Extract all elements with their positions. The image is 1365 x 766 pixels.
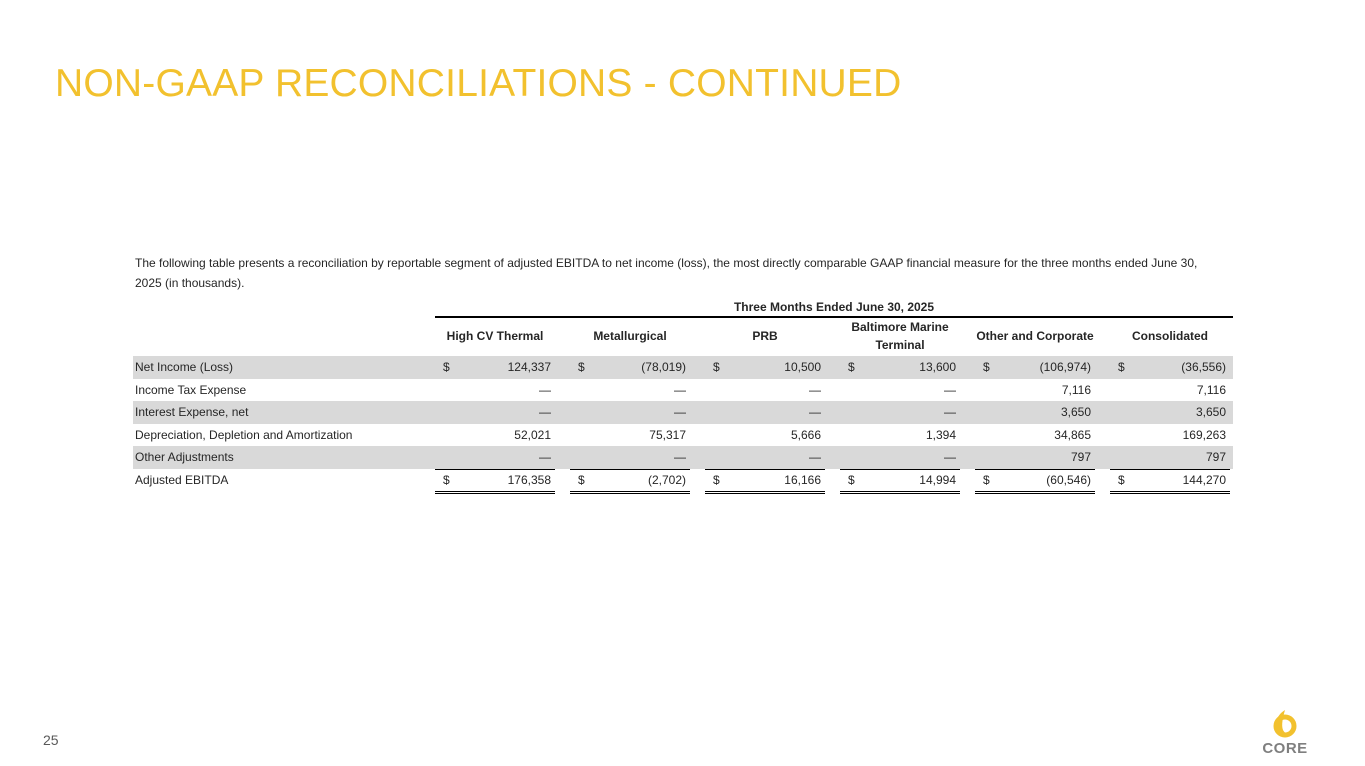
cell-value: (36,556)	[1181, 360, 1226, 374]
period-header: Three Months Ended June 30, 2025	[435, 298, 1233, 318]
table-cell	[570, 446, 690, 469]
table-row	[133, 356, 1233, 379]
table-cell	[570, 379, 690, 402]
currency-symbol: $	[578, 360, 585, 374]
table-cell	[975, 379, 1095, 402]
table-cell	[840, 356, 960, 379]
table-cell	[705, 446, 825, 469]
cell-value: —	[674, 450, 686, 464]
cell-value: 13,600	[919, 360, 956, 374]
table-cell	[1110, 356, 1230, 379]
cell-value: —	[539, 450, 551, 464]
currency-symbol: $	[713, 360, 720, 374]
table-cell	[570, 469, 690, 494]
cell-value: 14,994	[919, 472, 956, 487]
table-cell	[435, 401, 555, 424]
cell-value: —	[944, 450, 956, 464]
cell-value: 75,317	[649, 427, 686, 442]
table-row	[133, 446, 1233, 469]
cell-value: 10,500	[784, 360, 821, 374]
page-title: NON-GAAP RECONCILIATIONS - CONTINUED	[55, 62, 902, 105]
cell-value: 7,116	[1196, 382, 1226, 397]
table-row	[133, 469, 1233, 492]
row-label: Income Tax Expense	[135, 382, 247, 397]
table-cell	[435, 356, 555, 379]
column-header: Baltimore Marine Terminal	[851, 320, 949, 352]
row-label: Other Adjustments	[135, 450, 234, 464]
cell-value: 5,666	[790, 427, 821, 442]
table-cell	[1110, 469, 1230, 494]
table-cell	[1110, 446, 1230, 469]
cell-value: (60,546)	[1046, 472, 1091, 487]
cell-value: 7,116	[1061, 382, 1091, 397]
cell-value: 34,865	[1054, 427, 1091, 442]
currency-symbol: $	[848, 472, 855, 487]
table-cell	[435, 469, 555, 494]
table-cell	[570, 401, 690, 424]
currency-symbol: $	[713, 472, 720, 487]
cell-value: 1,394	[925, 427, 956, 442]
cell-value: 16,166	[784, 472, 821, 487]
column-header: PRB	[752, 329, 778, 343]
cell-value: 144,270	[1182, 472, 1226, 487]
column-header: High CV Thermal	[446, 329, 544, 343]
cell-value: —	[809, 450, 821, 464]
table-cell	[975, 469, 1095, 494]
table-cell	[435, 379, 555, 402]
cell-value: 176,358	[507, 472, 551, 487]
cell-value: —	[539, 405, 551, 419]
column-header: Consolidated	[1131, 329, 1208, 343]
table-cell	[705, 401, 825, 424]
cell-value: 797	[1205, 450, 1226, 464]
cell-value: (2,702)	[647, 472, 686, 487]
core-logo-text: CORE	[1262, 740, 1308, 757]
table-cell	[1110, 424, 1230, 447]
currency-symbol: $	[443, 360, 450, 374]
cell-value: 3,650	[1195, 405, 1226, 419]
currency-symbol: $	[983, 360, 990, 374]
cell-value: —	[809, 382, 821, 397]
column-header: Other and Corporate	[976, 329, 1094, 343]
row-label: Interest Expense, net	[135, 405, 249, 419]
cell-value: —	[944, 382, 956, 397]
cell-value: —	[539, 382, 551, 397]
table-cell	[840, 424, 960, 447]
table-row	[133, 401, 1233, 424]
table-cell	[840, 401, 960, 424]
cell-value: —	[674, 382, 686, 397]
cell-value: (106,974)	[1039, 360, 1091, 374]
currency-symbol: $	[983, 472, 990, 487]
cell-value: 52,021	[514, 427, 551, 442]
table-cell	[975, 424, 1095, 447]
cell-value: 797	[1070, 450, 1091, 464]
table-cell	[705, 424, 825, 447]
column-header: Metallurgical	[593, 329, 667, 343]
cell-value: (78,019)	[641, 360, 686, 374]
table-cell	[1110, 379, 1230, 402]
row-label: Adjusted EBITDA	[135, 472, 229, 487]
table-cell	[975, 356, 1095, 379]
currency-symbol: $	[578, 472, 585, 487]
currency-symbol: $	[848, 360, 855, 374]
table-body	[133, 356, 1233, 491]
table-cell	[975, 401, 1095, 424]
table-cell	[705, 356, 825, 379]
table-cell	[840, 469, 960, 494]
currency-symbol: $	[1118, 472, 1125, 487]
cell-value: —	[809, 405, 821, 419]
currency-symbol: $	[1118, 360, 1125, 374]
row-label: Net Income (Loss)	[135, 360, 234, 374]
cell-value: —	[944, 405, 956, 419]
column-headers	[133, 318, 1233, 354]
table-cell	[705, 469, 825, 494]
table-cell	[840, 446, 960, 469]
table-cell	[570, 424, 690, 447]
table-cell	[435, 424, 555, 447]
row-label: Depreciation, Depletion and Amortization	[135, 427, 353, 442]
page-number: 25	[43, 732, 59, 748]
currency-symbol: $	[443, 472, 450, 487]
cell-value: 3,650	[1060, 405, 1091, 419]
cell-value: 169,263	[1182, 427, 1226, 442]
table-row	[133, 379, 1233, 402]
cell-value: 124,337	[507, 360, 551, 374]
table-row	[133, 424, 1233, 447]
table-cell	[840, 379, 960, 402]
table-cell	[435, 446, 555, 469]
table-cell	[1110, 401, 1230, 424]
table-cell	[570, 356, 690, 379]
intro-paragraph: The following table presents a reconciliation by reportable segment of adjusted EBITDA to net income (loss), the most directly comparable GAAP financial measure for the three months ended June 30, 2025 (in thousands).	[135, 256, 1198, 290]
cell-value: —	[674, 405, 686, 419]
table-cell	[705, 379, 825, 402]
table-cell	[975, 446, 1095, 469]
